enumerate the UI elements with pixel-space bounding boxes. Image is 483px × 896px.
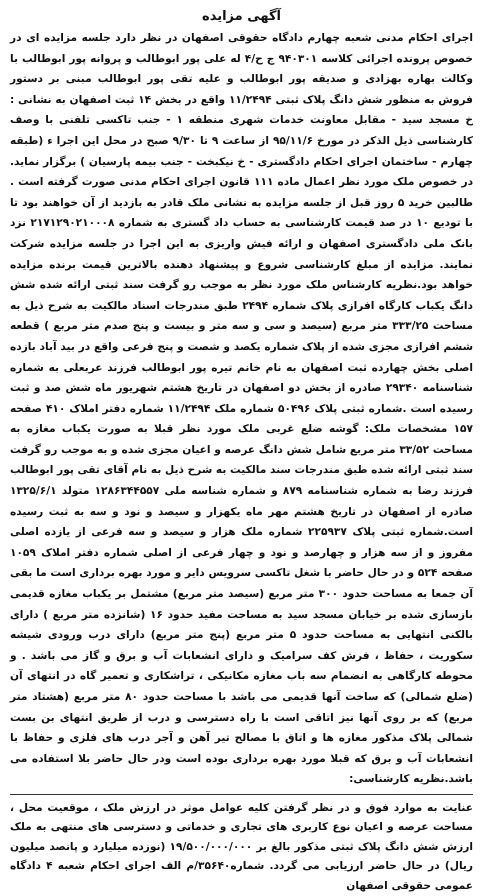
notice-title: آگهی مزایده	[202, 9, 281, 24]
notice-body: اجرای احکام مدنی شعبه چهارم دادگاه حقوقی اصفهان در نظر دارد جلسه مزایده ای در خصوص پرونده اجرائی کلاسه ۹۴۰۳۰۱ ج ح/۴ له علی پور ابوطالب و پروانه پور ابوطالب با وکالت بهاره بهزادی و صدیقه پور ابوطالب و علیه تقی پور ابوطالب مبنی بر دستور فروش به منظور شش دانگ پلاک ثبتی ۱۱/۲۴۹۴ واقع در بخش ۱۴ ثبت اصفهان به نشانی : خ مسجد سید - مقابل معاونت خدمات شهری منطقه ۱ - جنب تاکسی تلفنی با وصف کارشناسی ذیل الذکر در مورخ ۹۵/۱۱/۶ از ساعت ۹ تا ۹/۳۰ صبح در محل این اجرا ء (طبقه چهارم - ساختمان اجرای احکام دادگستری - خ نیکبخت - جنب بیمه پارسیان ) برگزار نماید. در خصوص ملک مورد نظر اعمال ماده ۱۱۱ قانون اجرای احکام مدنی صورت گرفته است . طالبین خرید ۵ روز قبل از جلسه مزایده به نشانی ملک قادر به بازدید از آن خواهند بود تا با تودیع ۱۰ در صد قیمت کارشناسی به حساب داد گستری به شماره ۲۱۷۱۲۹۰۲۱۰۰۰۸ نزد بانک ملی دادگستری اصفهان و ارائه فیش واریزی به این اجرا در جلسه مزایده شرکت نمایند. مزایده از مبلغ کارشناسی شروع و پیشنهاد دهنده بالاترین قیمت برنده مزایده خواهد بود.نظریه کارشناس ملک مورد نظر به موجب رو گرفت سند ثبتی ارائه شده شش دانگ یکباب کارگاه افرازی پلاک شماره ۲۴۹۴ طبق مندرجات اسناد مالکیت به شرح ذیل به مساحت ۳۳۳/۲۵ متر مربع (سیصد و سی و سه متر و بیست و پنج صدم متر مربع ) قطعه ششم افرازی مجزی شده از پلاک شماره یکصد و شصت و پنج فرعی واقع در بید آباد بازده اصلی بخش چهارده ثبت اصفهان به نام خانم تیره پور ابوطالب فرزند عربعلی به شماره شناسنامه ۲۹۳۴۰ صادره از بخش دو اصفهان در تاریخ هشتم شهریور ماه شش صد و ثبت رسیده است .شماره ثبتی پلاک ۵۰۴۹۶ شماره ملک ۱۱/۲۴۹۴ شماره دفتر املاک ۴۱۰ صفحه ۱۵۷ مشخصات ملک: گوشه ضلع غربی ملک مورد نظر قبلا به صورت یکباب مغازه به مساحت ۳۳/۵۲ متر مربع شامل شش دانگ عرصه و اعیان مجزی شده و به موجب رو گرفت سند ثبتی ارائه شده طبق مندرجات سند مالکیت به شرح ذیل به نام آقای تقی پور ابوطالب فرزند رضا به شماره شناسنامه ۸۷۹ و شماره شناسه ملی ۱۲۸۶۳۴۴۵۵۷ متولد ۱۳۲۵/۶/۱ صادره از اصفهان در تاریخ هشتم مهر ماه یکهزار و سیصد و نود و سه به ثبت رسیده است.شماره ثبتی پلاک ۲۲۵۹۳۷ شماره ملک هزار و سیصد و سه فرعی از یازده اصلی مفروز و از سه هزار و چهارصد و نود و چهار فرعی از اصلی شماره دفتر املاک ۱۰۵۹ صفحه ۵۲۴ و در حال حاضر با شغل تاکسی سرویس دایر و مورد بهره برداری است ما بقی آن جمعا به مساحت حدود ۳۰۰ متر مربع (سیصد متر مربع) مشتمل بر یکباب مغازه قدیمی بازسازی شده بر خیابان مسجد سید به مساحت مفید حدود ۱۶ (شانزده متر مربع ) دارای بالکنی انتهایی به مساحت حدود ۵ متر مربع (پنج متر مربع) دارای درب ورودی شیشه سکوریت ، حفاظ ، فرش کف سرامیک و دارای انشعابات آب و برق و گاز می باشد . و محوطه کارگاهی به انضمام سه باب مغازه مکانیکی ، تراشکاری و تعمیر گاه در انتهای آن (ضلع شمالی) که ساخت آنها قدیمی می باشد با مساحت حدود ۸۰ متر مربع (هشتاد متر مربع) که بر روی آنها نیز اتاقی است با راه دسترسی و درب از طریق انتهای بن بست شمالی پلاک مذکور مغازه ها و اتاق با مصالح تیر آهن و آجر درب های فلزی و حفاظ با انشعابات آب و برق که قبلا مورد بهره برداری بوده است ودر حال حاضر بلا استفاده می باشد.نظریه کارشناسی:	[10, 32, 474, 786]
section-divider	[10, 794, 473, 795]
notice-closing: عنایت به موارد فوق و در نظر گرفتن کلیه عوامل موثر در ارزش ملک ، موقعیت محل ، مساحت عرصه و اعیان نوع کاربری های تجاری و خدماتی و دسترسی های منتهی به ملک ارزش شش دانگ پلاک ثبتی مذکور بالغ بر ۱۹/۵۰۰/۰۰۰/۰۰۰ (نوزده میلیارد و پانصد میلیون ریال) در حال حاضر ارزیابی می گردد. شماره۳۵۶۴۰/م الف اجرای احکام شعبه ۴ دادگاه عمومی حقوقی اصفهان	[10, 801, 474, 892]
